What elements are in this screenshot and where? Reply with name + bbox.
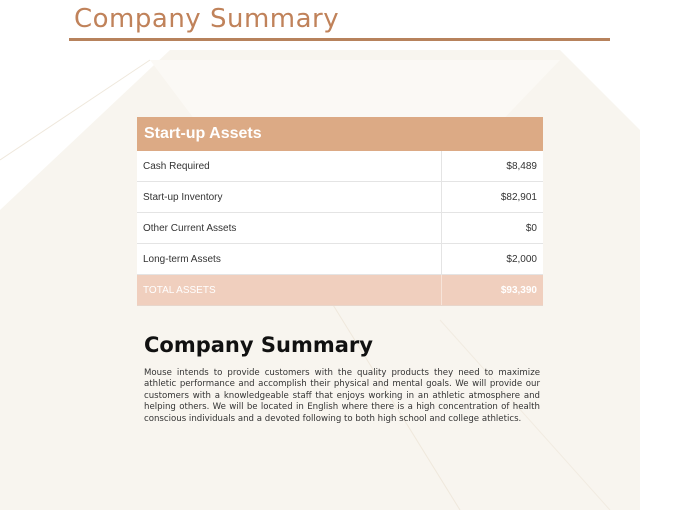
table-header: Start-up Assets — [137, 117, 543, 151]
title-divider — [69, 38, 610, 41]
page-title: Company Summary — [74, 4, 340, 34]
table-row — [137, 182, 543, 213]
table-row — [137, 151, 543, 182]
table-header-row — [137, 117, 543, 151]
section-heading: Company Summary — [144, 333, 373, 357]
row-value: $82,901 — [442, 182, 544, 213]
section-body-text: Mouse intends to provide customers with the quality products they need to maximize athletic performance and accomplish their physical and mental goals. We will provide our customers with a knowledgeable staff that enjoys working in an athletic atmosphere and helping others. We will be located in English where there is a high concentration of health conscious individuals and a devoted following to both high school and college athletics. — [144, 368, 540, 424]
startup-assets-table — [137, 117, 543, 306]
row-value: $8,489 — [442, 151, 544, 182]
table-row — [137, 213, 543, 244]
total-value: $93,390 — [442, 275, 544, 306]
row-value: $0 — [442, 213, 544, 244]
row-label: Long-term Assets — [137, 244, 442, 275]
row-label: Cash Required — [137, 151, 442, 182]
row-label: Start-up Inventory — [137, 182, 442, 213]
total-label: TOTAL ASSETS — [137, 275, 442, 306]
row-value: $2,000 — [442, 244, 544, 275]
row-label: Other Current Assets — [137, 213, 442, 244]
total-row — [137, 275, 543, 306]
table-row — [137, 244, 543, 275]
